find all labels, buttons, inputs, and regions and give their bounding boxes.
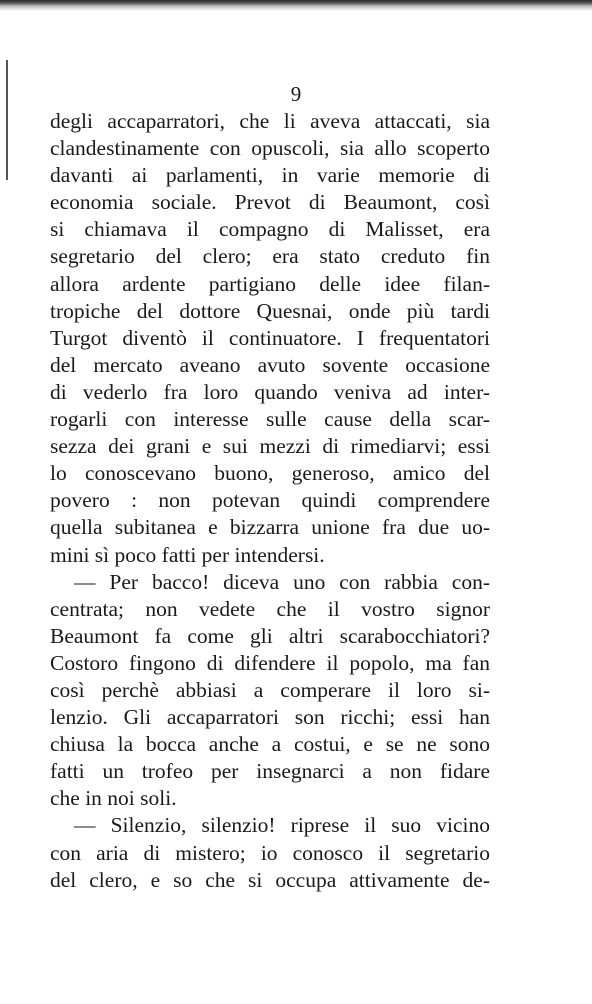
body-text: [50, 108, 490, 894]
text-line: povero : non potevan quindi comprendere: [50, 488, 490, 513]
text-line: del mercato aveano avuto sovente occasione: [50, 352, 490, 377]
text-line: lo conoscevano buono, generoso, amico del: [50, 461, 490, 486]
text-line: con aria di mistero; io conosco il segretario: [50, 840, 490, 865]
text-line: davanti ai parlamenti, in varie memorie di: [50, 163, 490, 188]
text-line: fatti un trofeo per insegnarci a non fidare: [50, 759, 490, 784]
text-line: mini sì poco fatti per intendersi.: [50, 542, 325, 567]
text-line: che in noi soli.: [50, 786, 177, 811]
text-line: così perchè abbiasi a comperare il loro si-: [50, 677, 490, 702]
text-line: del clero, e so che si occupa attivamente de-: [50, 867, 490, 892]
text-line: — Per bacco! diceva uno con rabbia con-: [74, 569, 490, 594]
text-line: centrata; non vedete che il vostro signor: [50, 596, 490, 621]
text-line: lenzio. Gli accaparratori son ricchi; essi han: [50, 705, 490, 730]
text-line: tropiche del dottore Quesnai, onde più tardi: [50, 298, 490, 323]
text-line: — Silenzio, silenzio! riprese il suo vicino: [74, 813, 490, 838]
text-line: allora ardente partigiano delle idee filan-: [50, 271, 490, 296]
text-line: clandestinamente con opuscoli, sia allo scoperto: [50, 136, 490, 161]
text-line: Turgot diventò il continuatore. I frequentatori: [50, 325, 490, 350]
text-line: sezza dei grani e sui mezzi di rimediarvi; essi: [50, 434, 490, 459]
text-line: Costoro fingono di difendere il popolo, ma fan: [50, 650, 490, 675]
page-number: 9: [290, 82, 302, 106]
text-line: si chiamava il compagno di Malisset, era: [50, 217, 490, 242]
scan-border-top: [0, 0, 592, 12]
scan-border-left: [6, 60, 8, 180]
text-line: quella subitanea e bizzarra unione fra due uo-: [50, 515, 490, 540]
text-line: di vederlo fra loro quando veniva ad inter-: [50, 379, 490, 404]
text-line: rogarli con interesse sulle cause della scar-: [50, 407, 490, 432]
text-line: chiusa la bocca anche a costui, e se ne sono: [50, 732, 490, 757]
text-line: degli accaparratori, che li aveva attaccati, sia: [50, 109, 490, 133]
text-line: segretario del clero; era stato creduto fin: [50, 244, 490, 269]
text-line: Beaumont fa come gli altri scarabocchiatori?: [50, 623, 490, 648]
text-line: economia sociale. Prevot di Beaumont, così: [50, 190, 490, 215]
